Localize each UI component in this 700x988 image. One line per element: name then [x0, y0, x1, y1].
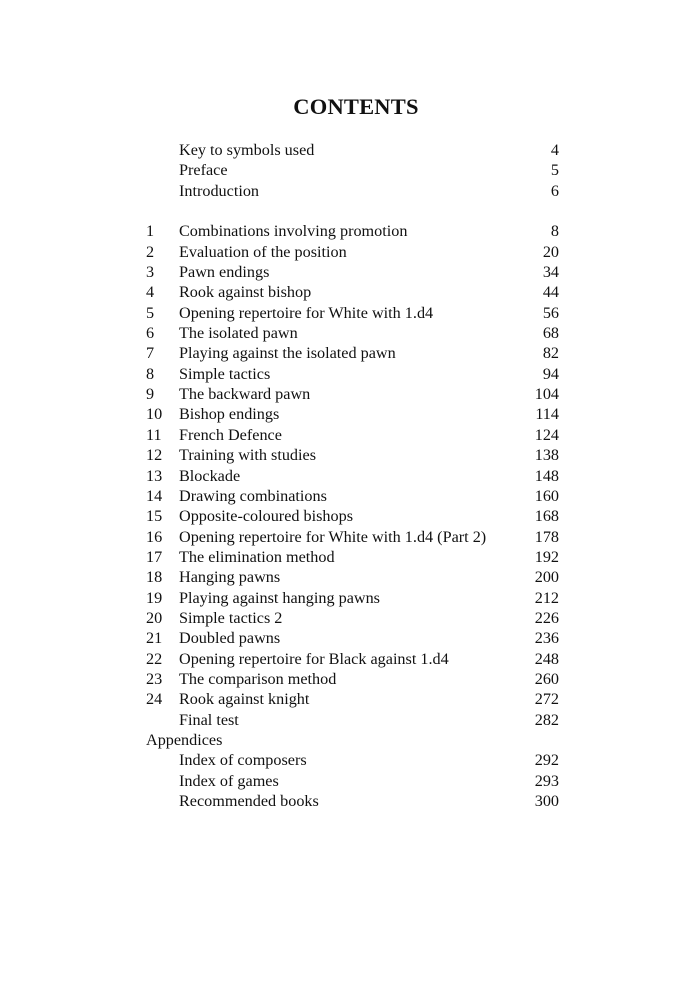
- page-number: 192: [534, 547, 559, 566]
- entry-title: Training with studies: [179, 446, 317, 465]
- page-number: 300: [534, 792, 559, 810]
- chapter-number: 2: [146, 242, 155, 261]
- page-number: 20: [542, 242, 559, 261]
- page-number: 82: [542, 344, 559, 363]
- chapter-number: 1: [146, 222, 155, 241]
- chapter-entry: [146, 364, 559, 384]
- entry-title: Playing against hanging pawns: [179, 588, 380, 607]
- chapter-entry: [146, 506, 559, 526]
- chapter-number: 19: [146, 588, 163, 607]
- entry-title: The elimination method: [179, 547, 335, 566]
- chapter-entry: [146, 649, 559, 669]
- page-number: 282: [534, 710, 559, 729]
- page-number: 124: [534, 425, 559, 444]
- chapter-number: 4: [146, 283, 155, 302]
- chapter-number: 24: [146, 690, 163, 709]
- chapter-number: 21: [146, 629, 163, 648]
- page-number: 160: [534, 486, 559, 505]
- chapter-entry: [146, 242, 559, 262]
- entry-title: Drawing combinations: [179, 486, 327, 505]
- page-number: 168: [534, 507, 559, 526]
- chapter-entry: [146, 323, 559, 343]
- chapter-entry: [146, 303, 559, 323]
- page-number: 5: [550, 161, 559, 180]
- entry-title: Blockade: [179, 466, 241, 485]
- chapter-number: 7: [146, 344, 155, 363]
- chapter-entry: [146, 588, 559, 608]
- chapter-entry: [146, 343, 559, 363]
- chapter-entry: [146, 221, 559, 241]
- chapter-number: 18: [146, 568, 163, 587]
- entry-title: Evaluation of the position: [179, 242, 347, 261]
- chapter-entry: [146, 445, 559, 465]
- page-number: 94: [542, 364, 559, 383]
- page-number: 272: [534, 690, 559, 709]
- chapter-number: 15: [146, 507, 163, 526]
- entry-title: Hanging pawns: [179, 568, 281, 587]
- chapter-number: 6: [146, 324, 155, 343]
- page-number: 292: [534, 751, 559, 770]
- chapter-entry: [146, 425, 559, 445]
- page-number: 138: [534, 446, 559, 465]
- front-matter-entry: [146, 181, 559, 201]
- chapter-number: 11: [146, 425, 162, 444]
- entry-title: Rook against bishop: [179, 283, 312, 302]
- chapter-number: 10: [146, 405, 163, 424]
- page-number: 236: [534, 629, 559, 648]
- chapter-entry: [146, 262, 559, 282]
- chapter-number: 3: [146, 263, 155, 282]
- chapter-entry: [146, 384, 559, 404]
- chapter-entry: [146, 689, 559, 709]
- page-number: 212: [534, 588, 559, 607]
- page-number: 248: [534, 649, 559, 668]
- chapter-number: 20: [146, 608, 163, 627]
- chapter-entry: [146, 282, 559, 302]
- chapter-entry: [146, 547, 559, 567]
- chapter-entry: [146, 608, 559, 628]
- chapter-number: 5: [146, 303, 155, 322]
- entry-title: Combinations involving promotion: [179, 222, 408, 241]
- page-number: 293: [534, 771, 559, 790]
- entry-title: Appendices: [146, 730, 223, 749]
- entry-title: Final test: [179, 710, 239, 729]
- entry-title: French Defence: [179, 425, 282, 444]
- page-number: 4: [550, 141, 559, 159]
- entry-title: Key to symbols used: [179, 141, 315, 159]
- chapter-number: 14: [146, 486, 163, 505]
- appendix-entry: [146, 791, 559, 811]
- section-spacer: [146, 201, 559, 221]
- front-matter-entry: [146, 160, 559, 180]
- entry-title: Playing against the isolated pawn: [179, 344, 396, 363]
- entry-title: Simple tactics: [179, 364, 271, 383]
- chapter-number: 8: [146, 364, 155, 383]
- chapter-number: 16: [146, 527, 163, 546]
- front-matter-entry: [146, 140, 559, 160]
- page-number: 44: [542, 283, 559, 302]
- entry-title: Bishop endings: [179, 405, 280, 424]
- chapter-entry: [146, 710, 559, 730]
- entry-title: Recommended books: [179, 792, 319, 810]
- chapter-entry: [146, 486, 559, 506]
- chapter-number: 13: [146, 466, 163, 485]
- entry-title: The isolated pawn: [179, 324, 298, 343]
- entry-title: Opposite-coloured bishops: [179, 507, 353, 526]
- entry-title: The comparison method: [179, 669, 337, 688]
- entry-title: Preface: [179, 161, 228, 180]
- page-number: 8: [550, 222, 559, 241]
- entry-title: Opening repertoire for Black against 1.d4: [179, 649, 449, 668]
- entry-title: Opening repertoire for White with 1.d4: [179, 303, 434, 322]
- entry-title: Opening repertoire for White with 1.d4 (Part 2): [179, 527, 487, 546]
- chapter-number: 22: [146, 649, 163, 668]
- chapter-entry: [146, 404, 559, 424]
- entry-title: The backward pawn: [179, 385, 311, 404]
- chapter-number: 23: [146, 669, 163, 688]
- page-number: 6: [550, 181, 559, 200]
- appendix-entry: [146, 750, 559, 770]
- entry-title: Simple tactics 2: [179, 608, 283, 627]
- entry-title: Pawn endings: [179, 263, 270, 282]
- chapter-number: 12: [146, 446, 163, 465]
- page-number: 56: [542, 303, 559, 322]
- page-number: 226: [534, 608, 559, 627]
- chapter-number: 9: [146, 385, 155, 404]
- appendices-heading: [146, 730, 559, 750]
- chapter-entry: [146, 527, 559, 547]
- page-number: 148: [534, 466, 559, 485]
- chapter-entry: [146, 466, 559, 486]
- entry-title: Index of composers: [179, 751, 307, 770]
- page-number: 104: [534, 385, 559, 404]
- appendix-entry: [146, 771, 559, 791]
- page-number: 34: [542, 263, 559, 282]
- table-of-contents: [146, 140, 559, 811]
- entry-title: Doubled pawns: [179, 629, 281, 648]
- chapter-entry: [146, 567, 559, 587]
- chapter-entry: [146, 669, 559, 689]
- page-number: 200: [534, 568, 559, 587]
- page-number: 178: [534, 527, 559, 546]
- chapter-entry: [146, 628, 559, 648]
- chapter-number: 17: [146, 547, 163, 566]
- page-number: 260: [534, 669, 559, 688]
- entry-title: Rook against knight: [179, 690, 310, 709]
- entry-title: Index of games: [179, 771, 279, 790]
- page-number: 68: [542, 324, 559, 343]
- page-title: CONTENTS: [293, 94, 419, 119]
- entry-title: Introduction: [179, 181, 260, 200]
- page-number: 114: [535, 405, 559, 424]
